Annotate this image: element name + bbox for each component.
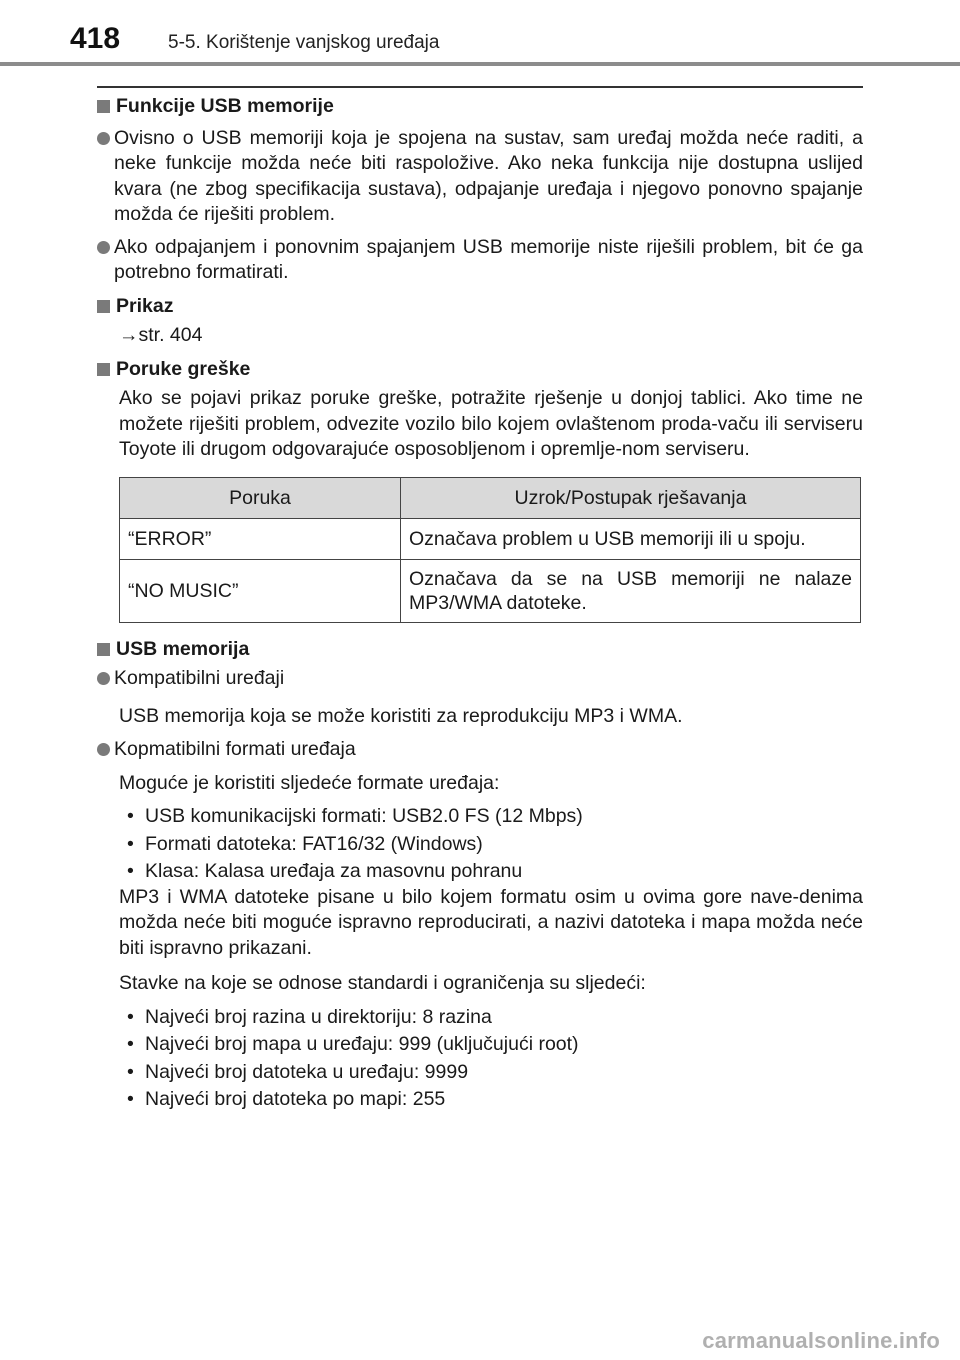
paragraph: Ovisno o USB memoriji koja je spojena na sustav, sam uređaj možda neće raditi, a neke funkcije možda neće biti raspoložive. Ako neka funkcija nije dostupna uslijed kvara (ne zbog specifikacija sustava), odpajanje uređaja i njegovo ponovno spajanje možda će riješiti problem. bbox=[114, 126, 863, 225]
paragraph: Ako se pojavi prikaz poruke greške, potražite rješenje u donjoj tablici. Ako time ne možete riješiti problem, odvezite vozilo bilo kojem ovlaštenom proda-vaču ili serviseru Toyote ili drugom odgovarajuće osposobljenom i opremlje-nom serviseru. bbox=[119, 387, 863, 460]
paragraph: USB memorija koja se može koristiti za reprodukciju MP3 i WMA. bbox=[119, 704, 683, 727]
page-content bbox=[97, 94, 863, 1113]
table-row bbox=[120, 518, 861, 559]
circle-bullet-icon bbox=[97, 126, 114, 139]
square-bullet-icon bbox=[97, 100, 110, 113]
subheading: Kompatibilni uređaji bbox=[114, 667, 285, 689]
page-header bbox=[0, 0, 960, 68]
table-cell: Označava da se na USB memoriji ne nalaze MP3/WMA datoteke. bbox=[401, 559, 861, 622]
heading-text: Prikaz bbox=[116, 294, 174, 317]
list-item bbox=[119, 859, 863, 885]
section-heading-usb-memory bbox=[97, 637, 863, 663]
list-item bbox=[119, 804, 863, 830]
table-header: Uzrok/Postupak rješavanja bbox=[401, 477, 861, 518]
paragraph: Stavke na koje se odnose standardi i ograničenja su sljedeći: bbox=[119, 972, 646, 994]
bullet-marker: • bbox=[127, 1088, 134, 1110]
square-bullet-icon bbox=[97, 300, 110, 313]
list-item-text: Najveći broj razina u direktoriju: 8 razina bbox=[145, 1005, 492, 1028]
bullet-marker: • bbox=[127, 1005, 134, 1028]
page-reference bbox=[119, 323, 863, 349]
heading-text: USB memorija bbox=[116, 637, 250, 660]
section-heading-usb-functions bbox=[97, 94, 863, 120]
list-item bbox=[97, 235, 863, 286]
bullet-marker: • bbox=[127, 805, 134, 827]
header-divider bbox=[0, 62, 960, 66]
table-cell: Označava problem u USB memoriji ili u spoju. bbox=[401, 518, 861, 559]
list-item bbox=[119, 1060, 863, 1086]
limits-list bbox=[97, 1005, 863, 1113]
list-item bbox=[119, 1032, 863, 1058]
error-table bbox=[119, 477, 861, 623]
square-bullet-icon bbox=[97, 363, 110, 376]
table-cell: “ERROR” bbox=[120, 518, 401, 559]
arrow-icon: → bbox=[119, 324, 139, 346]
table-header-row bbox=[120, 477, 861, 518]
page-number: 418 bbox=[70, 22, 121, 55]
list-item-text: Najveći broj mapa u uređaju: 999 (uključujući root) bbox=[145, 1033, 579, 1055]
chapter-title: 5-5. Korištenje vanjskog uređaja bbox=[168, 32, 440, 53]
list-item bbox=[119, 1005, 863, 1031]
table-cell: “NO MUSIC” bbox=[120, 559, 401, 622]
section-heading-display bbox=[97, 294, 863, 320]
bullet-marker: • bbox=[127, 832, 134, 855]
section-heading-errors bbox=[97, 357, 863, 383]
circle-bullet-icon bbox=[97, 737, 114, 750]
square-bullet-icon bbox=[97, 643, 110, 656]
table-header: Poruka bbox=[120, 477, 401, 518]
format-list bbox=[97, 804, 863, 885]
page-reference-text: str. 404 bbox=[138, 324, 203, 346]
list-item bbox=[97, 126, 863, 228]
heading-text: Poruke greške bbox=[116, 357, 251, 380]
section-divider bbox=[97, 86, 863, 88]
list-item-text: Najveći broj datoteka u uređaju: 9999 bbox=[145, 1060, 469, 1083]
list-item-text: Formati datoteka: FAT16/32 (Windows) bbox=[145, 832, 483, 855]
paragraph: MP3 i WMA datoteke pisane u bilo kojem formatu osim u ovima gore nave-denima možda neće biti moguće ispravno reproducirati, a nazivi datoteka i mapa možda neće biti ispravno prikazani. bbox=[119, 885, 863, 959]
list-item bbox=[97, 737, 863, 763]
list-item-text: USB komunikacijski formati: USB2.0 FS (12 Mbps) bbox=[145, 805, 583, 827]
list-item bbox=[119, 1087, 863, 1113]
list-item-text: Najveći broj datoteka po mapi: 255 bbox=[145, 1088, 446, 1110]
watermark: carmanualsonline.info bbox=[702, 1328, 940, 1353]
list-item bbox=[97, 666, 863, 692]
subheading: Kopmatibilni formati uređaja bbox=[114, 738, 356, 760]
circle-bullet-icon bbox=[97, 235, 114, 248]
bullet-marker: • bbox=[127, 860, 134, 882]
list-item bbox=[119, 832, 863, 858]
list-item-text: Klasa: Kalasa uređaja za masovnu pohranu bbox=[145, 860, 523, 882]
bullet-marker: • bbox=[127, 1060, 134, 1083]
bullet-marker: • bbox=[127, 1033, 134, 1055]
heading-text: Funkcije USB memorije bbox=[116, 95, 334, 117]
paragraph: Moguće je koristiti sljedeće formate uređaja: bbox=[119, 771, 500, 794]
paragraph: Ako odpajanjem i ponovnim spajanjem USB memorije niste riješili problem, bit će ga potrebno formatirati. bbox=[114, 235, 863, 283]
circle-bullet-icon bbox=[97, 666, 114, 679]
table-row bbox=[120, 559, 861, 622]
